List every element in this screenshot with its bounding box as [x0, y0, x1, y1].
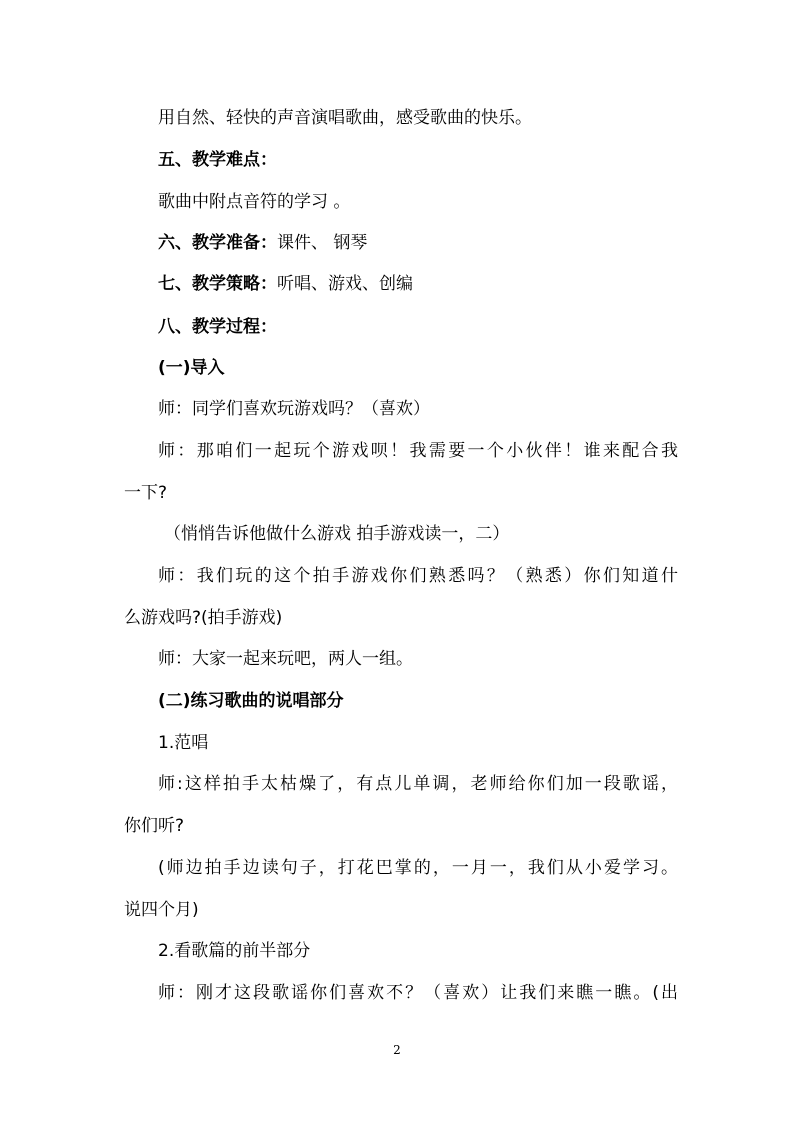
paragraph-line: 你们听? [124, 816, 185, 836]
paragraph-line: 师:这样拍手太枯燥了，有点儿单调，老师给你们加一段歌谣， [158, 774, 678, 794]
paragraph-line: (师边拍手边读句子，打花巴掌的，一月一，我们从小爱学习。 [158, 858, 678, 878]
section-heading-preparation [158, 231, 684, 255]
paragraph-line: 师：那咱们一起玩个游戏呗！我需要一个小伙伴！谁来配合我 [158, 441, 678, 461]
paragraph-line: 么游戏吗?(拍手游戏) [124, 608, 283, 628]
paragraph-line: 师：大家一起来玩吧，两人一组。 [158, 649, 413, 669]
subsection-heading-practice: (二)练习歌曲的说唱部分 [158, 691, 344, 711]
section-heading-process: 八、教学过程： [158, 317, 277, 337]
section-heading-difficulty: 五、教学难点： [158, 150, 277, 170]
paragraph-line: 一下? [124, 483, 168, 503]
heading-label: 七、教学策略： [158, 274, 277, 294]
heading-label: 六、教学准备： [158, 233, 277, 253]
heading-value: 课件、 钢琴 [277, 233, 368, 253]
page-number: 2 [393, 1043, 401, 1057]
paragraph-line: （悄悄告诉他做什么游戏 拍手游戏读一，二） [164, 524, 510, 544]
heading-value: 听唱、游戏、创编 [277, 274, 413, 294]
paragraph-line: 师：刚才这段歌谣你们喜欢不？（喜欢）让我们来瞧一瞧。(出 [158, 983, 678, 1003]
paragraph-line: 用自然、轻快的声音演唱歌曲，感受歌曲的快乐。 [158, 108, 532, 128]
list-item-heading: 2.看歌篇的前半部分 [158, 941, 311, 961]
subsection-heading-intro: (一)导入 [158, 358, 225, 378]
paragraph-line: 师：同学们喜欢玩游戏吗？（喜欢） [158, 399, 430, 419]
paragraph-line: 歌曲中附点音符的学习 。 [158, 192, 351, 212]
paragraph-line: 说四个月) [124, 900, 199, 920]
list-item-heading: 1.范唱 [158, 733, 209, 753]
paragraph-line: 师：我们玩的这个拍手游戏你们熟悉吗？（熟悉）你们知道什 [158, 566, 678, 586]
section-heading-strategy [158, 272, 684, 296]
